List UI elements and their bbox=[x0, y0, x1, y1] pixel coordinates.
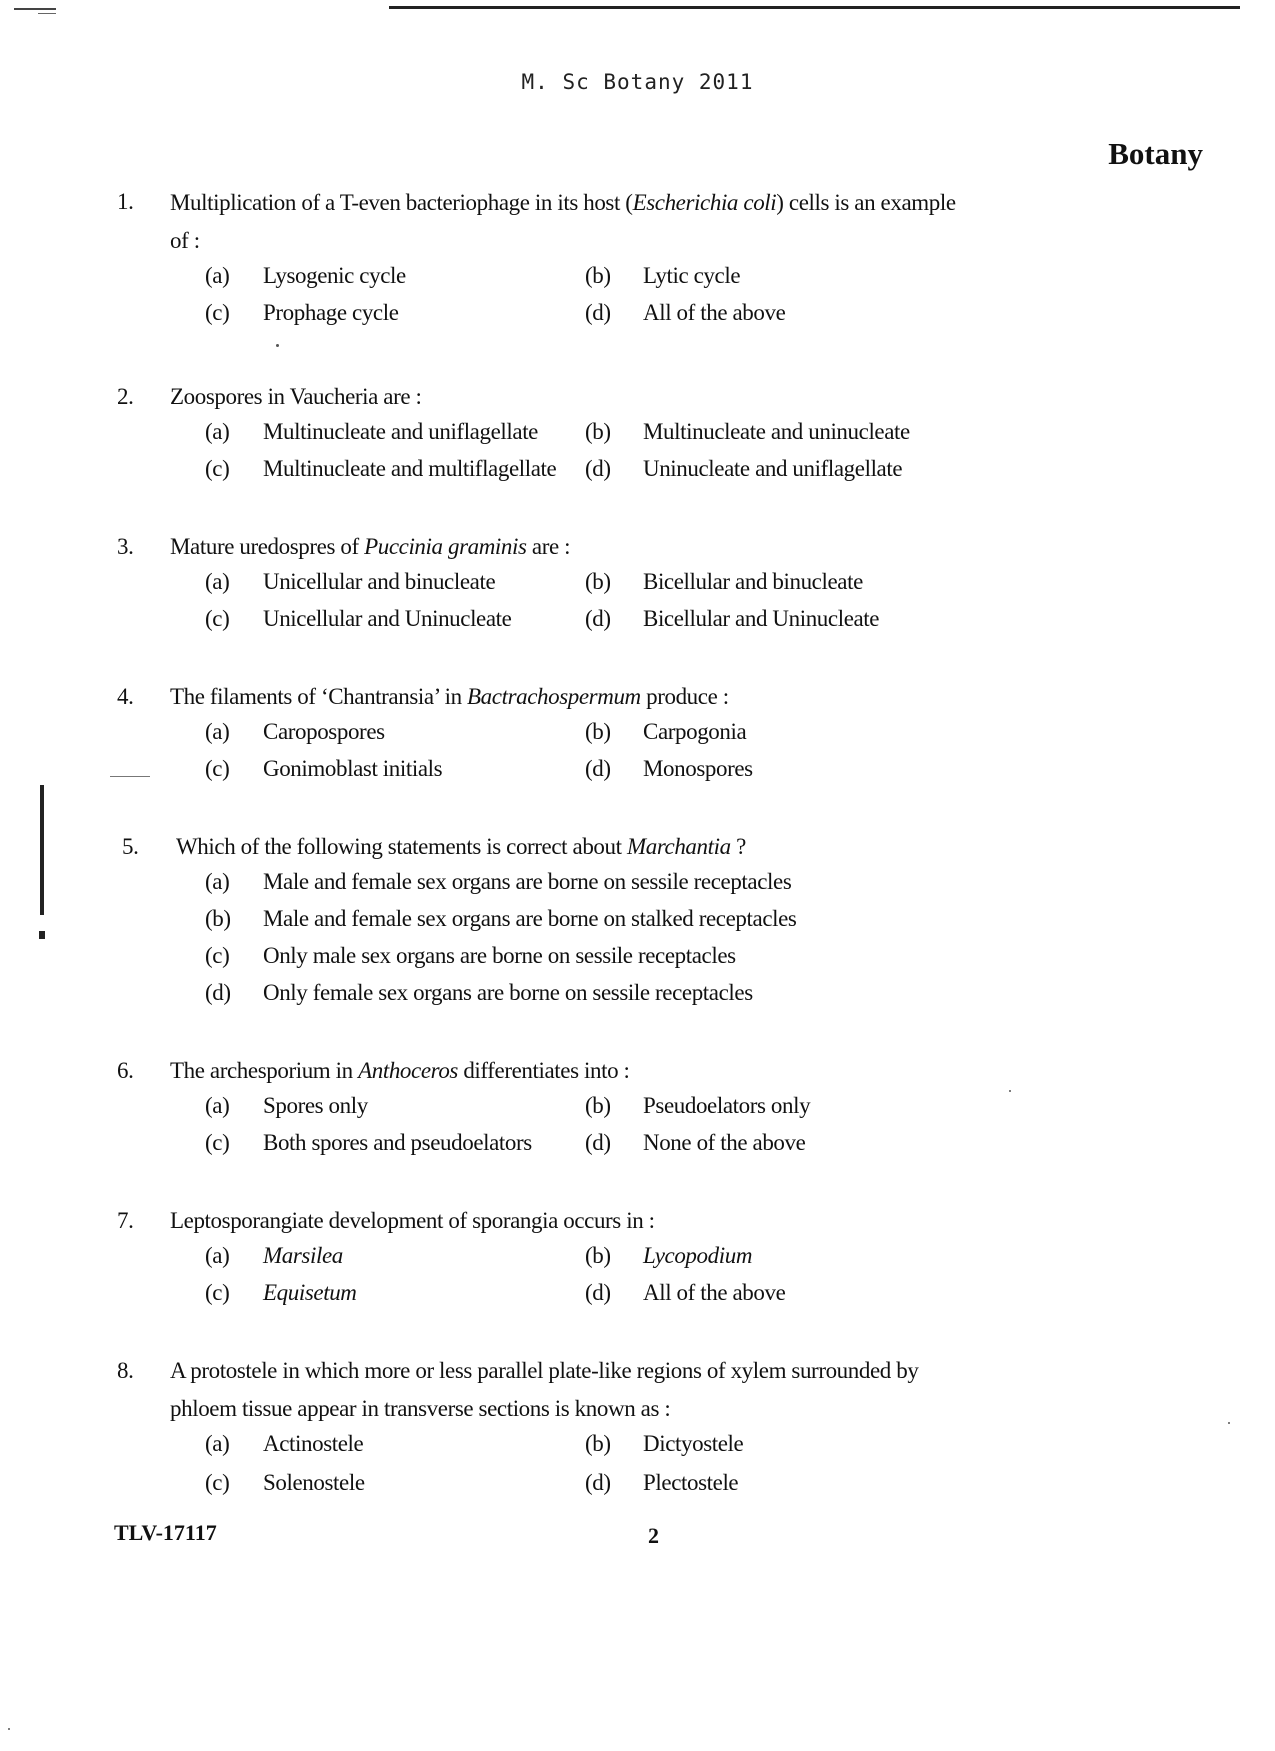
question-number: 3. bbox=[117, 534, 134, 559]
speck bbox=[276, 344, 279, 347]
question-number: 2. bbox=[117, 384, 134, 409]
question-text: Leptosporangiate development of sporangia occurs in : bbox=[170, 1208, 655, 1233]
question-text: The filaments of ‘Chantransia’ in Bactrachospermum produce : bbox=[170, 684, 729, 709]
question-number: 4. bbox=[117, 684, 134, 709]
question-number: 5. bbox=[122, 834, 139, 859]
paper-code: TLV-17117 bbox=[114, 1520, 217, 1545]
margin-stroke bbox=[110, 776, 150, 777]
top-left-rule-short bbox=[38, 13, 56, 14]
speck bbox=[1228, 1422, 1230, 1424]
question-text: A protostele in which more or less parallel plate-like regions of xylem surrounded by phloem tissue appear in transverse sections is known as : bbox=[170, 1358, 919, 1421]
question-number: 8. bbox=[117, 1358, 134, 1383]
page-number: 2 bbox=[648, 1523, 659, 1548]
question-number: 7. bbox=[117, 1208, 134, 1233]
subject-title: Botany bbox=[1108, 136, 1203, 171]
question-text: The archesporium in Anthoceros differentiates into : bbox=[170, 1058, 630, 1083]
question-number: 1. bbox=[117, 189, 134, 214]
margin-dot bbox=[39, 931, 45, 939]
speck bbox=[1009, 1090, 1011, 1092]
question-text: Multiplication of a T-even bacteriophage in its host (Escherichia coli) cells is an example of : bbox=[170, 190, 956, 253]
question-text: Zoospores in Vaucheria are : bbox=[170, 384, 422, 409]
question-text: Which of the following statements is correct about Marchantia ? bbox=[176, 834, 746, 859]
speck bbox=[8, 1728, 10, 1730]
question-text: Mature uredospres of Puccinia graminis are : bbox=[170, 534, 571, 559]
top-left-rule bbox=[14, 8, 56, 10]
margin-mark bbox=[40, 785, 44, 915]
top-rule bbox=[389, 6, 1240, 9]
question-number: 6. bbox=[117, 1058, 134, 1083]
page-header: M. Sc Botany 2011 bbox=[521, 70, 754, 94]
